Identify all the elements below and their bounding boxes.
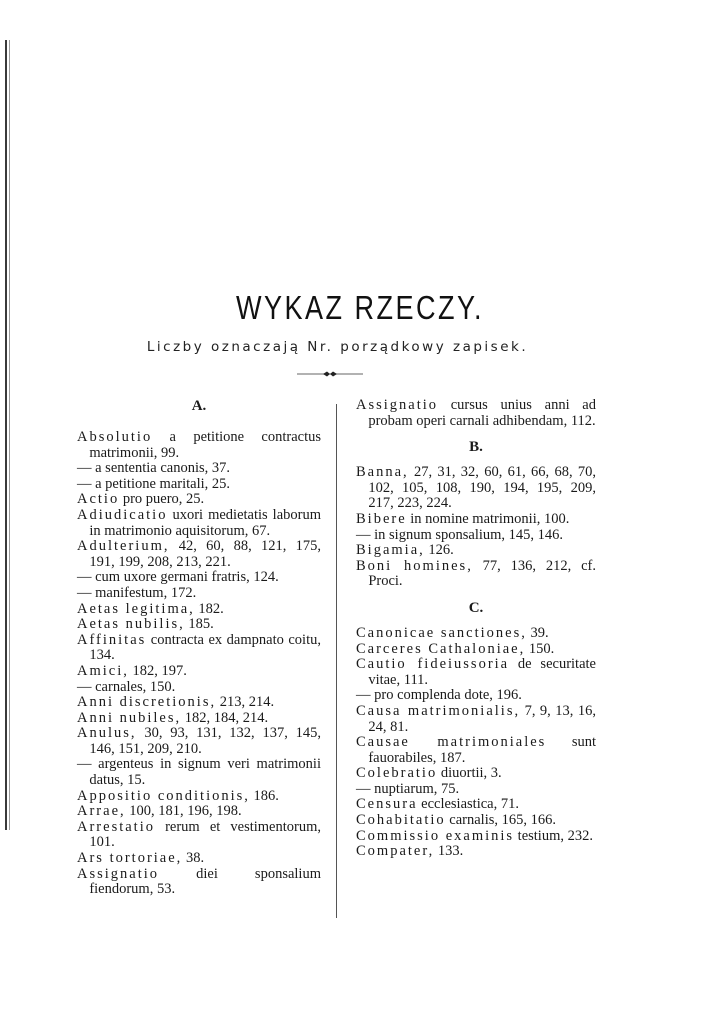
section-heading-a: A. bbox=[191, 398, 207, 414]
entry-references: — cum uxore germani fratris, 124. bbox=[77, 569, 279, 586]
entry-references: 39. bbox=[526, 624, 549, 641]
entry-references: testium, 232. bbox=[514, 827, 593, 844]
index-entry bbox=[356, 766, 596, 782]
c-entries-list bbox=[356, 626, 596, 860]
index-entry bbox=[77, 477, 321, 493]
entry-references: 42, 60, 88, 121, 175, 191, 199, 208, 213, 221. bbox=[89, 538, 321, 570]
index-entry bbox=[356, 813, 596, 829]
page-edge-line bbox=[5, 40, 7, 830]
entry-keyword: Canonicae sanctiones, bbox=[356, 624, 527, 641]
entry-references: 213, 214. bbox=[216, 694, 275, 711]
entry-keyword: Aetas nubilis, bbox=[77, 616, 185, 633]
entry-keyword: Actio bbox=[77, 491, 120, 508]
entry-references: sunt fauorabiles, 187. bbox=[368, 734, 596, 766]
entry-keyword: Affinitas bbox=[77, 631, 147, 648]
index-entry bbox=[77, 539, 321, 570]
entry-keyword: Colebratio bbox=[356, 765, 438, 782]
entry-keyword: Arrae, bbox=[77, 803, 126, 820]
entry-keyword: Anulus, bbox=[77, 725, 137, 742]
entry-references: ecclesiastica, 71. bbox=[417, 796, 519, 813]
b-entries-list bbox=[356, 465, 596, 590]
entry-keyword: Assignatio bbox=[77, 865, 160, 882]
entry-references: 133. bbox=[434, 843, 464, 860]
entry-references: 100, 181, 196, 198. bbox=[125, 803, 242, 820]
entry-keyword: Anni nubiles, bbox=[77, 709, 182, 726]
entry-references: uxori medietatis laborum in matrimonio aquisitorum, 67. bbox=[89, 506, 321, 539]
index-entry bbox=[356, 829, 596, 845]
entry-references: 182, 197. bbox=[128, 662, 187, 679]
entry-keyword: Boni homines, bbox=[356, 557, 473, 574]
index-entry bbox=[77, 820, 321, 851]
entry-keyword: Anni discretionis, bbox=[77, 694, 217, 711]
entry-references: cursus unius anni ad probam operi carnali adhibendam, 112. bbox=[368, 397, 596, 429]
entry-keyword: Adiudicatio bbox=[77, 506, 168, 523]
entry-references: — a sententia canonis, 37. bbox=[77, 460, 231, 477]
entry-references: — manifestum, 172. bbox=[77, 584, 197, 601]
entry-references: — in signum sponsalium, 145, 146. bbox=[356, 526, 564, 543]
entry-references: a petitione contractus matrimonii, 99. bbox=[89, 429, 321, 461]
entry-references: — pro complenda dote, 196. bbox=[356, 687, 522, 704]
column-divider bbox=[336, 404, 337, 918]
page-subtitle: Liczby oznaczają Nr. porządkowy zapisek. bbox=[146, 339, 529, 355]
entry-keyword: Causae matrimoniales bbox=[356, 734, 547, 751]
index-entry bbox=[356, 398, 596, 429]
section-heading-c: C. bbox=[468, 599, 484, 616]
index-entry bbox=[77, 617, 321, 633]
index-entry bbox=[356, 844, 596, 860]
index-entry bbox=[77, 680, 321, 696]
index-entry bbox=[77, 726, 321, 757]
index-entry bbox=[356, 626, 596, 642]
entry-keyword: Causa matrimonialis, bbox=[356, 702, 521, 719]
entry-references: 27, 31, 32, 60, 61, 66, 68, 70, 102, 105, 108, 190, 194, 195, 209, 217, 223, 224. bbox=[368, 464, 596, 512]
index-entry bbox=[77, 789, 321, 805]
index-entry bbox=[77, 711, 321, 727]
entry-references: contracta ex dampnato coitu, 134. bbox=[89, 631, 321, 664]
index-entry bbox=[356, 512, 596, 528]
index-entry bbox=[77, 695, 321, 711]
entry-references: diuortii, 3. bbox=[437, 765, 502, 782]
entry-keyword: Arrestatio bbox=[77, 818, 155, 835]
index-entry bbox=[77, 508, 321, 539]
index-entry bbox=[356, 797, 596, 813]
index-entry bbox=[356, 688, 596, 704]
left-entries-list bbox=[77, 430, 321, 898]
right-top-entries-list bbox=[356, 398, 596, 429]
ornament-divider-icon bbox=[297, 370, 363, 378]
entry-references: 150. bbox=[525, 640, 555, 657]
entry-keyword: Assignatio bbox=[356, 397, 439, 413]
entry-keyword: Carceres Cathaloniae, bbox=[356, 640, 526, 657]
entry-keyword: Banna, bbox=[356, 464, 409, 481]
left-column bbox=[77, 398, 321, 898]
entry-keyword: Absolutio bbox=[77, 429, 153, 445]
index-entry bbox=[77, 757, 321, 788]
index-entry bbox=[77, 851, 321, 867]
entry-keyword: Adulterium, bbox=[77, 538, 170, 555]
index-entry bbox=[77, 586, 321, 602]
index-entry bbox=[77, 492, 321, 508]
index-entry bbox=[77, 804, 321, 820]
entry-keyword: Ars tortoriae, bbox=[77, 850, 183, 867]
entry-references: 186. bbox=[249, 787, 279, 804]
entry-references: — carnales, 150. bbox=[77, 678, 176, 695]
index-entry bbox=[356, 782, 596, 798]
index-entry bbox=[356, 528, 596, 544]
entry-keyword: Commissio examinis bbox=[356, 827, 515, 844]
entry-keyword: Amici, bbox=[77, 662, 129, 679]
entry-keyword: Cohabitatio bbox=[356, 812, 446, 829]
entry-references: 77, 136, 212, cf. Proci. bbox=[368, 557, 597, 590]
index-entry bbox=[356, 704, 596, 735]
entry-references: rerum et vestimentorum, 101. bbox=[89, 818, 321, 851]
right-column bbox=[356, 398, 596, 860]
entry-keyword: Cautio fideiussoria bbox=[356, 656, 510, 673]
index-entry bbox=[77, 430, 321, 461]
index-entry bbox=[356, 559, 596, 590]
entry-references: 182. bbox=[194, 600, 224, 617]
entry-references: 126. bbox=[424, 542, 454, 559]
index-entry bbox=[77, 664, 321, 680]
entry-keyword: Censura bbox=[356, 796, 418, 813]
index-entry bbox=[77, 602, 321, 618]
index-entry bbox=[77, 867, 321, 898]
entry-references: — nuptiarum, 75. bbox=[356, 780, 460, 797]
page-title: WYKAZ RZECZY. bbox=[236, 289, 484, 326]
entry-keyword: Bigamia, bbox=[356, 542, 425, 559]
index-entry bbox=[356, 543, 596, 559]
index-entry bbox=[356, 657, 596, 688]
section-heading-b: B. bbox=[469, 439, 483, 456]
entry-references: 182, 184, 214. bbox=[181, 709, 269, 726]
entry-keyword: Compater, bbox=[356, 843, 435, 860]
entry-references: 30, 93, 131, 132, 137, 145, 146, 151, 209, 210. bbox=[89, 725, 321, 757]
entry-references: in nomine matrimonii, 100. bbox=[406, 510, 570, 527]
entry-references: de securitate vitae, 111. bbox=[368, 656, 596, 688]
index-entry bbox=[77, 461, 321, 477]
index-entry bbox=[356, 735, 596, 766]
entry-references: pro puero, 25. bbox=[119, 491, 205, 508]
entry-references: 185. bbox=[184, 616, 214, 633]
index-entry bbox=[77, 633, 321, 664]
index-entry bbox=[356, 465, 596, 512]
entry-references: carnalis, 165, 166. bbox=[445, 812, 557, 829]
entry-keyword: Appositio conditionis, bbox=[77, 787, 250, 804]
entry-keyword: Bibere bbox=[356, 510, 407, 527]
entry-references: diei sponsalium fiendorum, 53. bbox=[89, 865, 321, 898]
entry-references: 38. bbox=[182, 850, 205, 867]
entry-keyword: Aetas legitima, bbox=[77, 600, 195, 617]
index-entry bbox=[356, 642, 596, 658]
index-entry bbox=[77, 570, 321, 586]
entry-references: — argenteus in signum veri matrimonii datus, 15. bbox=[77, 756, 321, 789]
entry-references: — a petitione maritali, 25. bbox=[77, 475, 231, 492]
page-edge-line-secondary bbox=[9, 40, 10, 830]
entry-references: 7, 9, 13, 16, 24, 81. bbox=[368, 702, 597, 735]
